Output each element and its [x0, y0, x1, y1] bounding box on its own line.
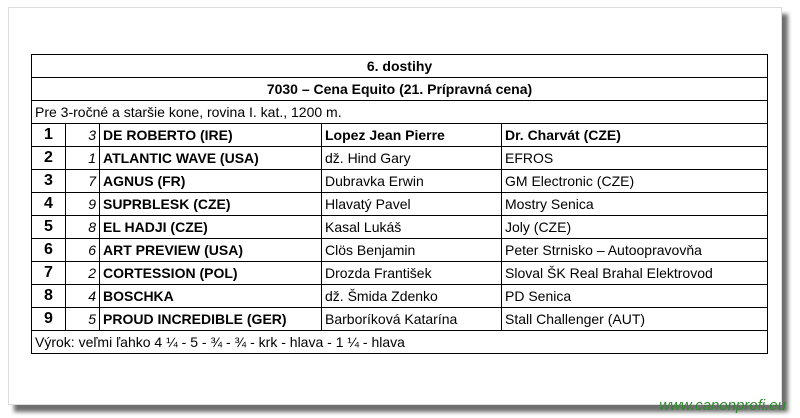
watermark-text: www.canonprofi.eu [659, 397, 786, 414]
result-row [32, 216, 768, 239]
jockey-name: Barboríková Katarína [322, 308, 502, 331]
place: 3 [32, 170, 66, 193]
place: 8 [32, 285, 66, 308]
horse-name: PROUD INCREDIBLE (GER) [100, 308, 322, 331]
start-number: 3 [66, 124, 100, 147]
owner-name: Stall Challenger (AUT) [502, 308, 768, 331]
owner-name: Mostry Senica [502, 193, 768, 216]
owner-name: Sloval ŠK Real Brahal Elektrovod [502, 262, 768, 285]
race-number: 6. dostihy [32, 55, 768, 78]
jockey-name: dž. Šmida Zdenko [322, 285, 502, 308]
jockey-name: Drozda František [322, 262, 502, 285]
result-row [32, 170, 768, 193]
place: 9 [32, 308, 66, 331]
horse-name: AGNUS (FR) [100, 170, 322, 193]
jockey-name: Lopez Jean Pierre [322, 124, 502, 147]
start-number: 4 [66, 285, 100, 308]
start-number: 1 [66, 147, 100, 170]
horse-name: CORTESSION (POL) [100, 262, 322, 285]
owner-name: Dr. Charvát (CZE) [502, 124, 768, 147]
result-row [32, 262, 768, 285]
owner-name: GM Electronic (CZE) [502, 170, 768, 193]
horse-name: ART PREVIEW (USA) [100, 239, 322, 262]
race-number-row [32, 55, 768, 78]
owner-name: Joly (CZE) [502, 216, 768, 239]
owner-name: Peter Strnisko – Autoopravovňa [502, 239, 768, 262]
start-number: 6 [66, 239, 100, 262]
start-number: 2 [66, 262, 100, 285]
race-conditions: Pre 3-ročné a staršie kone, rovina I. kat., 1200 m. [32, 101, 768, 124]
result-row [32, 193, 768, 216]
race-title-row [32, 78, 768, 101]
margins-row [32, 331, 768, 354]
place: 6 [32, 239, 66, 262]
result-row [32, 147, 768, 170]
horse-name: EL HADJI (CZE) [100, 216, 322, 239]
result-row [32, 308, 768, 331]
horse-name: DE ROBERTO (IRE) [100, 124, 322, 147]
race-margins: Výrok: veľmi ľahko 4 ¼ - 5 - ¾ - ¾ - krk - hlava - 1 ¼ - hlava [32, 331, 768, 354]
jockey-name: Hlavatý Pavel [322, 193, 502, 216]
race-title: 7030 – Cena Equito (21. Prípravná cena) [32, 78, 768, 101]
jockey-name: dž. Hind Gary [322, 147, 502, 170]
start-number: 7 [66, 170, 100, 193]
horse-name: SUPRBLESK (CZE) [100, 193, 322, 216]
place: 7 [32, 262, 66, 285]
horse-name: BOSCHKA [100, 285, 322, 308]
jockey-name: Kasal Lukáš [322, 216, 502, 239]
start-number: 8 [66, 216, 100, 239]
place: 5 [32, 216, 66, 239]
race-conditions-row [32, 101, 768, 124]
jockey-name: Dubravka Erwin [322, 170, 502, 193]
owner-name: EFROS [502, 147, 768, 170]
place: 4 [32, 193, 66, 216]
start-number: 9 [66, 193, 100, 216]
results-card [8, 7, 782, 405]
race-results-table [31, 54, 768, 354]
result-row [32, 285, 768, 308]
place: 2 [32, 147, 66, 170]
result-row [32, 239, 768, 262]
owner-name: PD Senica [502, 285, 768, 308]
start-number: 5 [66, 308, 100, 331]
jockey-name: Clös Benjamin [322, 239, 502, 262]
horse-name: ATLANTIC WAVE (USA) [100, 147, 322, 170]
result-row [32, 124, 768, 147]
place: 1 [32, 124, 66, 147]
